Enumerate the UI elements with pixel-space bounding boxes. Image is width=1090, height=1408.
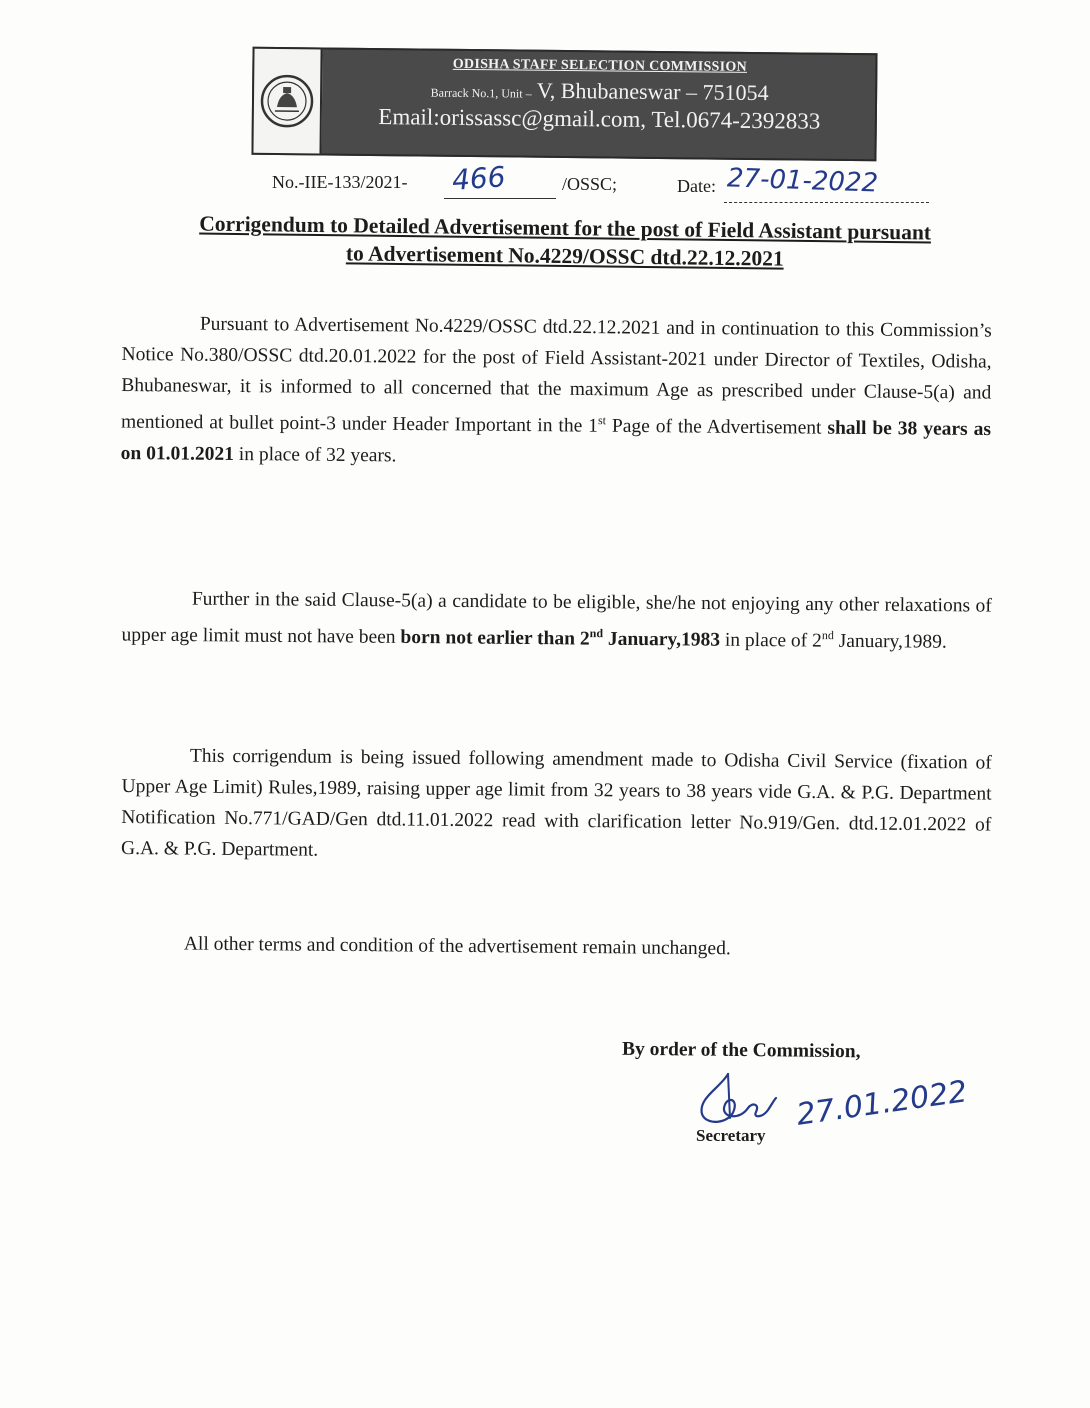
commission-emblem-icon bbox=[253, 49, 322, 154]
reference-number-suffix: /OSSC; bbox=[562, 174, 618, 194]
p1-superscript: st bbox=[597, 413, 607, 428]
reference-number-handwritten: 466 bbox=[450, 160, 507, 197]
paragraph-4: All other terms and condition of the advertisement remain unchanged. bbox=[183, 933, 731, 960]
p2-text-1: Further in the said Clause-5(a) a candidate to be eligible, she/he not enjoying any other relaxations of upper age limit must not have been bbox=[121, 588, 992, 648]
p2-superscript-1 bbox=[590, 626, 603, 640]
date-label: Date: bbox=[677, 176, 716, 196]
p2-superscript-1-bold: nd bbox=[589, 626, 604, 641]
order-statement: By order of the Commission, bbox=[621, 1038, 861, 1063]
heading-line-2: to Advertisement No.4229/OSSC dtd.22.12.2021 bbox=[345, 241, 784, 271]
signatory-title: Secretary bbox=[696, 1126, 766, 1145]
reference-number-prefix: No.-IIE-133/2021- bbox=[272, 172, 408, 192]
paragraph-3: This corrigendum is being issued following amendment made to Odisha Civil Service (fixation of Upper Age Limit) Rules,1989, raising upper age limit from 32 years to 38 years vide G.A. & P.G. Department Notification No.771/GAD/Gen dtd.11.01.2022 read with clarification letter No.919/Gen. dtd.12.01.2022 of G.A. & P.G. Department. bbox=[120, 745, 992, 861]
p2-text-3: January,1989. bbox=[833, 630, 947, 653]
date-underline bbox=[724, 202, 929, 203]
organization-name: ODISHA STAFF SELECTION COMMISSION bbox=[452, 56, 748, 75]
p1-text-2: Page of the Advertisement bbox=[605, 415, 828, 439]
paragraph-1 bbox=[121, 308, 992, 476]
paragraph-2 bbox=[121, 583, 992, 658]
heading-line-1: Corrigendum to Detailed Advertisement for the post of Field Assistant pursuant bbox=[199, 211, 932, 245]
p2-bold-text-2: January,1983 bbox=[602, 628, 721, 651]
p2-text-2: in place of 2 bbox=[719, 629, 822, 652]
address-main: V, Bhubaneswar – 751054 bbox=[536, 77, 769, 106]
p2-bold-text-1: born not earlier than 2 bbox=[400, 626, 590, 650]
p2-superscript-2: nd bbox=[821, 628, 834, 643]
signature-date-handwritten: 27.01.2022 bbox=[794, 1074, 970, 1133]
date-handwritten: 27-01-2022 bbox=[726, 163, 879, 199]
p1-text-1: Pursuant to Advertisement No.4229/OSSC dtd.22.12.2021 and in continuation to this Commission’s Notice No.380/OSSC dtd.20.01.2022 for the post of Field Assistant-2021 under Director of Textiles, Odisha, Bhubaneswar, it is informed to all concerned that the maximum Age as prescribed under Clause-5(a) and mentioned at bullet point-3 under Header Important in the 1 bbox=[120, 313, 992, 437]
p1-bold-text: shall be 38 years as on 01.01.2021 bbox=[120, 417, 992, 465]
reference-line bbox=[272, 160, 952, 208]
address-small: Barrack No.1, Unit – bbox=[430, 85, 532, 101]
p1-text-3: in place of 32 years. bbox=[233, 443, 397, 466]
organization-address bbox=[334, 76, 865, 108]
organization-contact: Email:orissassc@gmail.com, Tel.0674-2392833 bbox=[378, 104, 821, 134]
reference-number-underline bbox=[444, 198, 556, 199]
letterhead bbox=[251, 47, 877, 162]
document-heading bbox=[140, 209, 991, 275]
